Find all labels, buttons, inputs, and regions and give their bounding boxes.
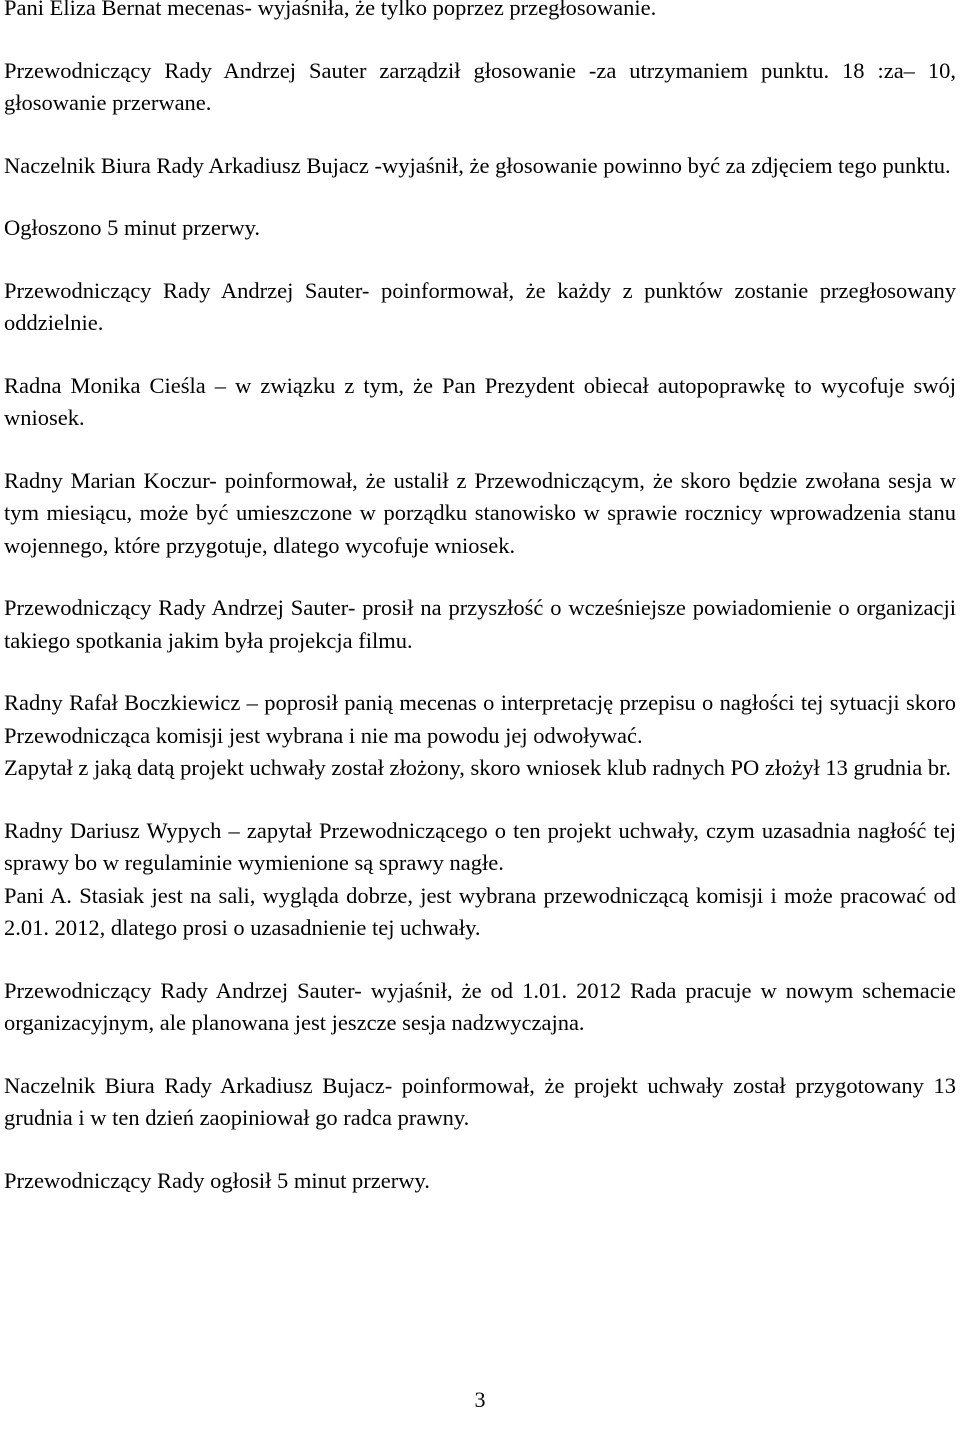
paragraph-gap	[4, 785, 956, 815]
paragraph-gap	[4, 25, 956, 55]
paragraph-gap	[4, 1135, 956, 1165]
paragraph-bujacz-explain: Naczelnik Biura Rady Arkadiusz Bujacz -wyjaśnił, że głosowanie powinno być za zdjęciem tego punktu.	[4, 152, 951, 178]
paragraph-gap	[4, 340, 956, 370]
paragraph-ciesla: Radna Monika Cieśla – w związku z tym, że Pan Prezydent obiecał autopoprawkę to wycofuje swój wniosek.	[4, 372, 956, 430]
paragraph-break-announced: Ogłoszono 5 minut przerwy.	[4, 215, 260, 240]
paragraph-gap	[4, 1040, 956, 1070]
paragraph-gap	[4, 245, 956, 275]
paragraph-gap	[4, 182, 956, 212]
paragraph-sauter-request: Przewodniczący Rady Andrzej Sauter- prosił na przyszłość o wcześniejsze powiadomienie o organizacji takiego spotkania jakim była projekcja filmu.	[4, 595, 956, 653]
paragraph-sauter-vote: Przewodniczący Rady Andrzej Sauter zarządził głosowanie -za utrzymaniem punktu. 18 :za– 10, głosowanie przerwane.	[4, 57, 956, 115]
paragraph-gap	[4, 945, 956, 975]
page-number: 3	[474, 1387, 486, 1412]
paragraph-final-break: Przewodniczący Rady ogłosił 5 minut przerwy.	[4, 1167, 430, 1193]
paragraph-gap	[4, 435, 956, 465]
paragraph-boczkiewicz: Radny Rafał Boczkiewicz – poprosił panią mecenas o interpretację przepisu o nagłości tej sytuacji skoro Przewodnicząca komisji jest wybrana i nie ma powodu jej odwoływać.	[4, 690, 956, 748]
paragraph-sauter-explain: Przewodniczący Rady Andrzej Sauter- wyjaśnił, że od 1.01. 2012 Rada pracuje w nowym schemacie organizacyjnym, ale planowana jest jeszcze sesja nadzwyczajna.	[4, 977, 956, 1035]
paragraph-gap	[4, 562, 956, 592]
paragraph-wypych-stasiak: Pani A. Stasiak jest na sali, wygląda dobrze, jest wybrana przewodniczącą komisji i może pracować od 2.01. 2012, dlatego prosi o uzasadnienie tej uchwały.	[4, 882, 956, 940]
paragraph-bujacz-inform: Naczelnik Biura Rady Arkadiusz Bujacz- poinformował, że projekt uchwały został przygotowany 13 grudnia i w ten dzień zaopiniował go radca prawny.	[4, 1072, 956, 1130]
paragraph-koczur: Radny Marian Koczur- poinformował, że ustalił z Przewodniczącym, że skoro będzie zwołana sesja w tym miesiącu, może być umieszczone w porządku stanowisko w sprawie rocznicy wprowadzenia stanu wojennego, które przygotuje, dlatego wycofuje wniosek.	[4, 467, 956, 558]
paragraph-boczkiewicz-question: Zapytał z jaką datą projekt uchwały został złożony, skoro wniosek klub radnych PO złożył 13 grudnia br.	[4, 755, 952, 780]
paragraph-bernat: Pani Eliza Bernat mecenas- wyjaśniła, że tylko poprzez przegłosowanie.	[4, 0, 657, 20]
paragraph-wypych: Radny Dariusz Wypych – zapytał Przewodniczącego o ten projekt uchwały, czym uzasadnia nagłość tej sprawy bo w regulaminie wymienione są sprawy nagłe.	[4, 817, 956, 875]
document-body	[4, 0, 956, 1197]
paragraph-gap	[4, 120, 956, 150]
paragraph-sauter-separate: Przewodniczący Rady Andrzej Sauter- poinformował, że każdy z punktów zostanie przegłosowany oddzielnie.	[4, 277, 956, 335]
paragraph-gap	[4, 657, 956, 687]
